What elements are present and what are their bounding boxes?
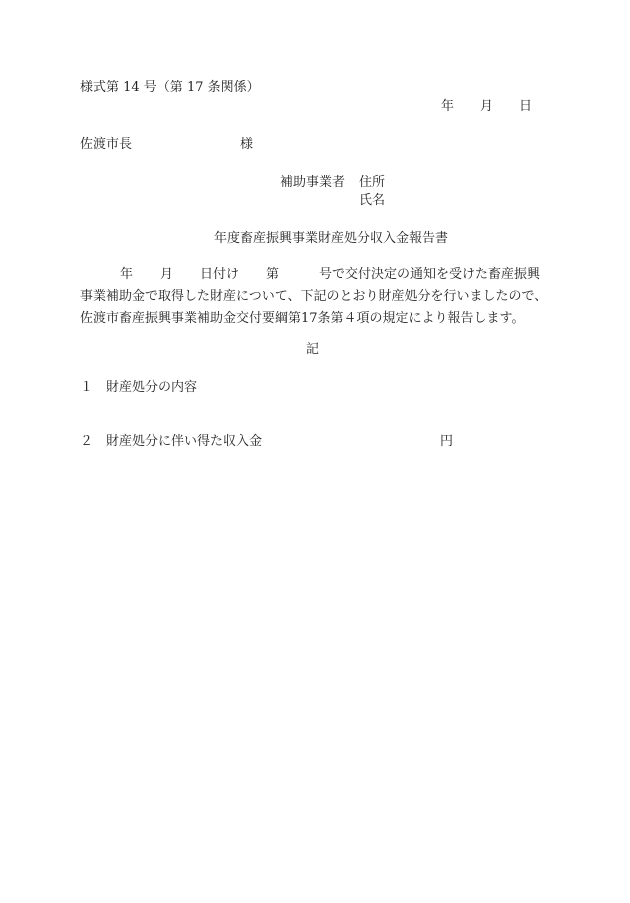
body-paragraph [80, 264, 560, 330]
body-gou-rest: 号で交付決定の通知を受けた畜産振興 [319, 267, 541, 282]
body-date-suffix: 日付け [200, 267, 240, 282]
item-label: 財産処分の内容 [106, 380, 198, 395]
address-label: 住所 [359, 175, 386, 190]
name-label: 氏名 [359, 193, 386, 208]
date-month-label: 月 [480, 99, 494, 114]
body-line-1 [80, 264, 560, 286]
item-number: １ [80, 380, 94, 395]
body-line-3: 佐渡市畜産振興事業補助金交付要綱第17条第４項の規定により報告します。 [80, 311, 525, 326]
addressee-mayor: 佐渡市長 [80, 137, 133, 152]
applicant-label: 補助事業者 [280, 175, 346, 190]
addressee-honorific: 様 [240, 137, 254, 152]
body-dai: 第 [266, 267, 280, 282]
body-line-2: 事業補助金で取得した財産について、下記のとおり財産処分を行いましたので、 [80, 289, 548, 304]
body-month: 月 [160, 267, 174, 282]
item-label: 財産処分に伴い得た収入金 [106, 434, 263, 449]
date-day-label: 日 [519, 99, 533, 114]
ki-heading: 記 [306, 342, 320, 357]
body-year: 年 [120, 267, 134, 282]
date-year-label: 年 [441, 99, 455, 114]
form-number: 様式第 14 号（第 17 条関係） [80, 80, 260, 95]
item-number: ２ [80, 434, 94, 449]
item-unit: 円 [440, 434, 454, 449]
document-title: 年度畜産振興事業財産処分収入金報告書 [214, 231, 449, 246]
